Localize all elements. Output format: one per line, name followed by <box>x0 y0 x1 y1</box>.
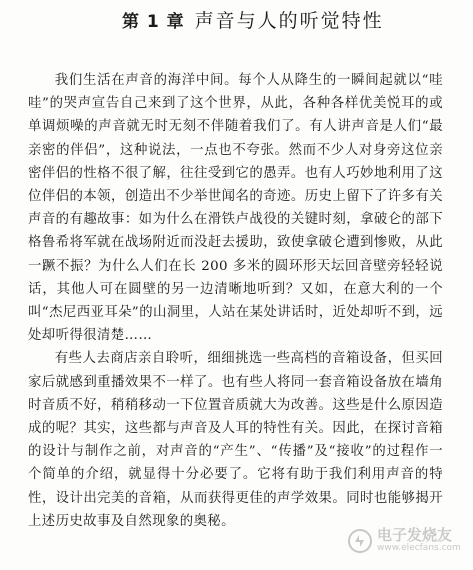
watermark-name: 电子发烧友 <box>377 526 453 544</box>
watermark-logo-icon <box>347 528 373 554</box>
paragraph-1: 我们生活在声音的海洋中间。每个人从降生的一瞬间起就以“哇哇”的哭声宣告自己来到了这个世界，从此，各种各样优美悦耳的或单调烦噪的声音就无时无刻不伴随着我们了。有人讲声音是人们“最亲密的伴侣”，这种说法，一点也不夸张。然而不少人对身旁这位亲密伴侣的性格不很了解，往往受到它的愚弄。也有人巧妙地利用了这位伴侣的本领，创造出不少举世闻名的奇迹。历史上留下了许多有关声音的有趣故事：如为什么在滑铁卢战役的关键时刻，拿破仑的部下格鲁希将军就在战场附近而没赶去援助，致使拿破仑遭到惨败，从此一蹶不振？为什么人们在长 200 多米的圆环形天坛回音壁旁轻轻说话，其他人可在圆壁的另一边清晰地听到？又如，在意大利的一个叫“杰尼西亚耳朵”的山洞里，人站在某处讲话时，近处却听不到，远处却听得很清楚…… <box>28 73 443 344</box>
body-text <box>28 69 443 533</box>
watermark-url: www.elecfans.com <box>377 543 461 553</box>
chapter-title: 声音与人的听觉特性 <box>194 10 384 32</box>
watermark <box>347 524 465 558</box>
chapter-number: 第 1 章 <box>122 12 185 32</box>
chapter-heading <box>122 6 422 40</box>
paragraph-2: 有些人去商店亲自聆听，细细挑选一些高档的音箱设备，但买回家后就感到重播效果不一样了。也有些人将同一套音箱设备放在墙角时音质不好，稍稍移动一下位置音质就大为改善。这些是什么原因造成的呢？其实，这些都与声音及人耳的特性有关。因此，在探讨音箱的设计与制作之前，对声音的“产生”、“传播”及“接收”的过程作一个简单的介绍，就显得十分必要了。它将有助于我们利用声音的特性，设计出完美的音箱，从而获得更佳的声学效果。同时也能够揭开上述历史故事及自然现象的奥秘。 <box>28 351 443 529</box>
